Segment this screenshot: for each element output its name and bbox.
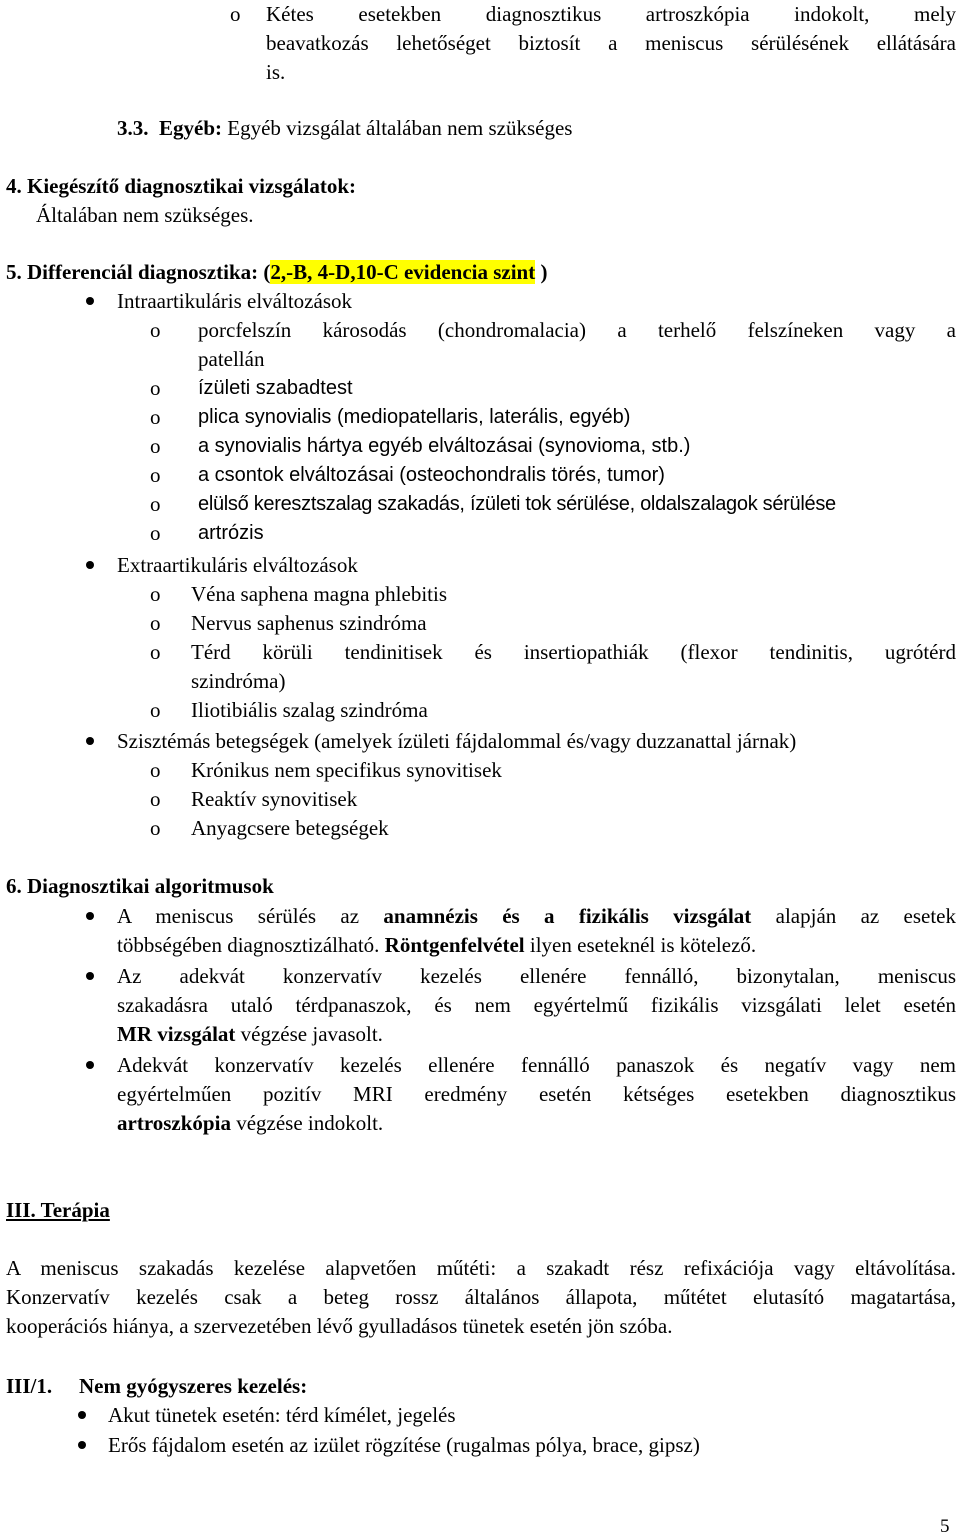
algo-bullet-3-line-3: [117, 1109, 383, 1138]
algo-bullet-1-line-1: [117, 902, 956, 931]
intra-item-1-line-2: patellán: [198, 347, 265, 371]
section-iii-1-title: [79, 1372, 307, 1401]
bullet-dot: [78, 1411, 86, 1419]
group-label-extraarticular: Extraartikuláris elváltozások: [117, 553, 358, 577]
intra-item-4: a synovialis hártya egyéb elváltozásai (synovioma, stb.): [198, 435, 691, 457]
section-4-text: Általában nem szükséges.: [36, 203, 254, 227]
bullet-dot: [86, 912, 94, 920]
section-5-title-text: 5. Differenciál diagnosztika: (: [6, 260, 271, 284]
section-3-3-number: 3.3.: [117, 116, 149, 140]
therapy-paragraph-line-3: kooperációs hiánya, a szervezetében lévő gyulladásos tünetek esetén jön szóba.: [6, 1314, 673, 1338]
list-marker-o: o: [150, 758, 161, 782]
top-text-line-3: is.: [266, 60, 286, 84]
therapy-paragraph-line-2: Konzervatív kezelés csak a beteg rossz általános állapota, műtétet elutasító magatartása,: [6, 1285, 956, 1309]
non-drug-item-2: Erős fájdalom esetén az izület rögzítése (rugalmas pólya, brace, gipsz): [108, 1433, 700, 1457]
section-3-3-text: Egyéb vizsgálat általában nem szükséges: [227, 116, 573, 140]
systemic-item-3: Anyagcsere betegségek: [191, 816, 389, 840]
bold-run: artroszkópia: [117, 1111, 231, 1135]
systemic-item-2: Reaktív synovitisek: [191, 787, 358, 811]
algo-bullet-2-line-2: szakadásra utaló térdpanaszok, és nem egyértelmű fizikális vizsgálati lelet esetén: [117, 993, 956, 1017]
list-marker-o: o: [150, 434, 161, 458]
section-iii-1-number: [6, 1372, 52, 1401]
extra-item-3-line-2: szindróma): [191, 669, 286, 693]
section-iii-1-number-text: III/1.: [6, 1374, 53, 1398]
intra-item-1-line-1: porcfelszín károsodás (chondromalacia) a terhelő felszíneken vagy a: [198, 318, 956, 342]
list-marker-o: o: [150, 405, 161, 429]
bullet-dot: [86, 297, 94, 305]
text-run: többségében diagnosztizálható.: [117, 933, 385, 957]
section-4-title: [6, 172, 356, 201]
list-marker-o: o: [150, 521, 161, 545]
list-marker-o: o: [150, 698, 161, 722]
algo-bullet-1-line-2: [117, 931, 756, 960]
intra-item-3: plica synovialis (mediopatellaris, laterális, egyéb): [198, 406, 631, 428]
bullet-dot: [86, 561, 94, 569]
page-number: 5: [940, 1516, 950, 1537]
bullet-dot: [78, 1441, 86, 1449]
non-drug-item-1: Akut tünetek esetén: térd kímélet, jegelés: [108, 1403, 456, 1427]
text-run: végzése javasolt.: [235, 1022, 383, 1046]
section-4-title-text: 4. Kiegészítő diagnosztikai vizsgálatok:: [6, 174, 356, 198]
extra-item-1: Véna saphena magna phlebitis: [191, 582, 447, 606]
text-run: végzése indokolt.: [230, 1111, 384, 1135]
intra-item-2: ízületi szabadtest: [198, 377, 353, 399]
top-text-line-1: Kétes esetekben diagnosztikus artroszkópia indokolt, mely: [266, 2, 956, 26]
section-3-3-label: Egyéb:: [159, 116, 222, 140]
list-marker-o: o: [150, 582, 161, 606]
bold-run: Röntgenfelvétel: [384, 933, 525, 957]
section-6-title-text: 6. Diagnosztikai algoritmusok: [6, 874, 274, 898]
text-run: A meniscus sérülés az: [117, 904, 384, 928]
bold-run: MR vizsgálat: [117, 1022, 236, 1046]
text-run: ilyen eseteknél is kötelező.: [524, 933, 757, 957]
list-marker-o: o: [150, 463, 161, 487]
bullet-dot: [86, 972, 94, 980]
group-label-systemic: Szisztémás betegségek (amelyek ízületi fájdalommal és/vagy duzzanattal járnak): [117, 729, 797, 753]
section-3-3: [117, 114, 572, 143]
list-marker-o: o: [150, 492, 161, 516]
section-5-title: [6, 258, 547, 287]
extra-item-4: Iliotibiális szalag szindróma: [191, 698, 428, 722]
section-6-title: [6, 872, 274, 901]
text-run: alapján az esetek: [751, 904, 957, 928]
list-marker-o: o: [150, 816, 161, 840]
extra-item-3-line-1: Térd körüli tendinitisek és insertiopathiák (flexor tendinitis, ugrótérd: [191, 640, 956, 664]
list-marker-o: o: [150, 318, 161, 342]
algo-bullet-3-line-2: egyértelműen pozitív MRI eredmény esetén kétséges esetekben diagnosztikus: [117, 1082, 956, 1106]
algo-bullet-3-line-1: Adekvát konzervatív kezelés ellenére fennálló panaszok és negatív vagy nem: [117, 1053, 956, 1077]
algo-bullet-2-line-3: [117, 1020, 383, 1049]
list-marker-o: o: [230, 2, 241, 26]
intra-item-5: a csontok elváltozásai (osteochondralis törés, tumor): [198, 464, 665, 486]
list-marker-o: o: [150, 787, 161, 811]
top-text-line-2: beavatkozás lehetőséget biztosít a meniscus sérülésének ellátására: [266, 31, 956, 55]
section-iii-1-title-text: Nem gyógyszeres kezelés:: [79, 1374, 308, 1398]
section-iii-title-text: III. Terápia: [6, 1198, 110, 1222]
bullet-dot: [86, 737, 94, 745]
section-iii-title: [6, 1196, 110, 1225]
list-marker-o: o: [150, 376, 161, 400]
group-label-intraarticular: Intraartikuláris elváltozások: [117, 289, 352, 313]
algo-bullet-2-line-1: Az adekvát konzervatív kezelés ellenére fennálló, bizonytalan, meniscus: [117, 964, 956, 988]
therapy-paragraph-line-1: A meniscus szakadás kezelése alapvetően műtéti: a szakadt rész refixációja vagy eltávolítása.: [6, 1256, 956, 1280]
evidence-level-highlight: 2,-B, 4-D,10-C evidencia szint: [270, 260, 536, 284]
list-marker-o: o: [150, 640, 161, 664]
list-marker-o: o: [150, 611, 161, 635]
bold-run: anamnézis és a fizikális vizsgálat: [383, 904, 752, 928]
systemic-item-1: Krónikus nem specifikus synovitisek: [191, 758, 502, 782]
intra-item-7: artrózis: [198, 522, 264, 544]
intra-item-6: elülső keresztszalag szakadás, ízületi tok sérülése, oldalszalagok sérülése: [198, 493, 836, 515]
section-5-title-end: ): [540, 260, 548, 284]
bullet-dot: [86, 1061, 94, 1069]
extra-item-2: Nervus saphenus szindróma: [191, 611, 427, 635]
